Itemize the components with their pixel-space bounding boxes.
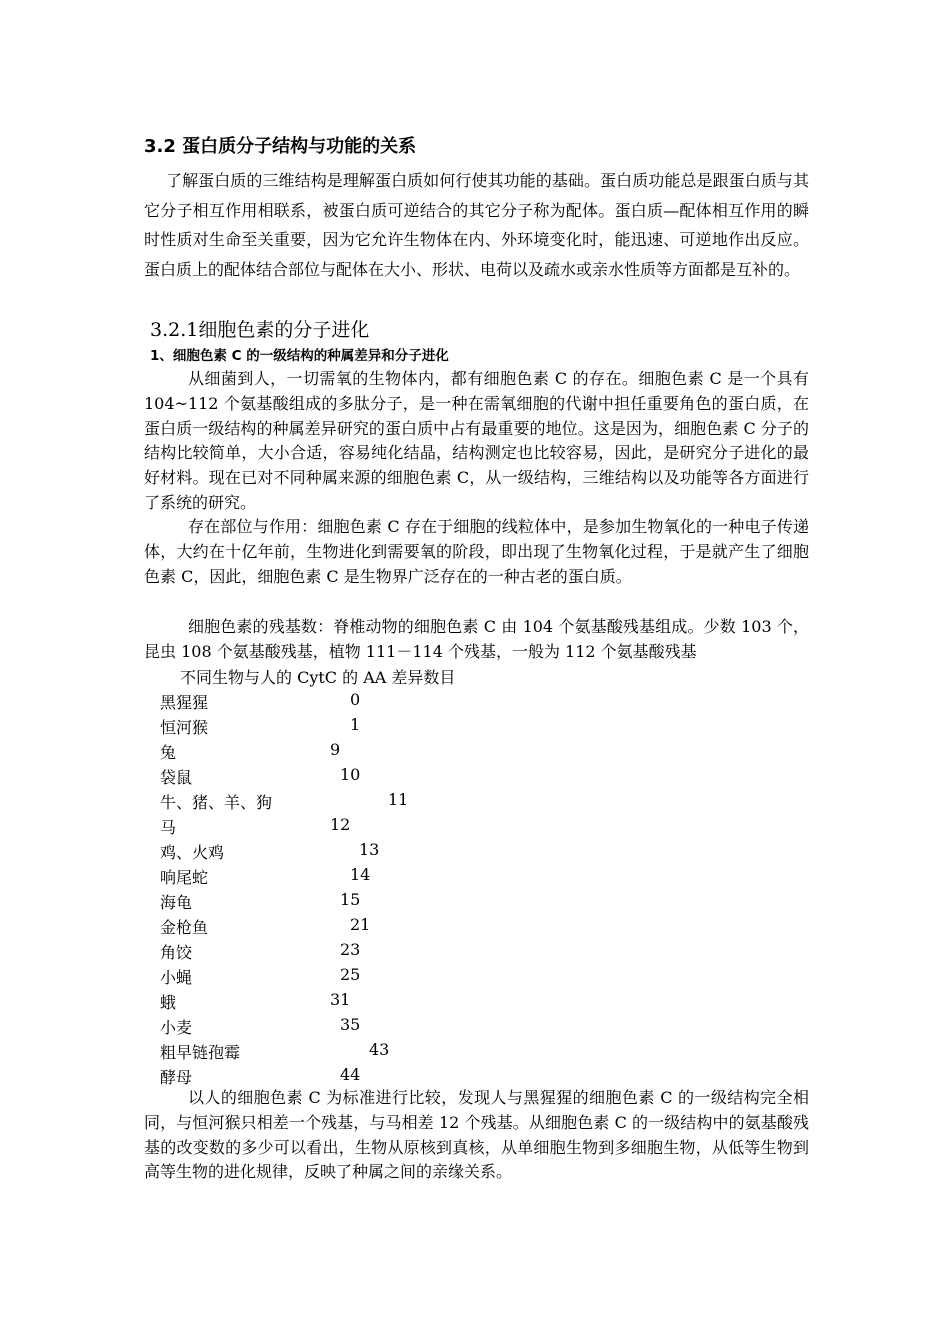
organism-name: 小蝇 xyxy=(160,968,193,987)
difference-value: 9 xyxy=(330,740,341,759)
difference-value: 21 xyxy=(350,915,371,934)
difference-value: 31 xyxy=(330,990,351,1009)
difference-value: 14 xyxy=(350,865,371,884)
organism-name: 海龟 xyxy=(160,893,193,912)
subsection-title: 3.2.1细胞色素的分子进化 xyxy=(150,319,370,341)
difference-value: 43 xyxy=(369,1040,390,1059)
organism-name: 牛、猪、羊、狗 xyxy=(160,793,273,812)
organism-name: 酵母 xyxy=(160,1068,193,1087)
organism-name: 小麦 xyxy=(160,1018,193,1037)
difference-table-title: 不同生物与人的 CytC 的 AA 差异数目 xyxy=(180,668,456,687)
difference-value: 23 xyxy=(340,940,361,959)
organism-name: 兔 xyxy=(160,743,177,762)
difference-value: 25 xyxy=(340,965,361,984)
organism-name: 响尾蛇 xyxy=(160,868,209,887)
difference-value: 35 xyxy=(340,1015,361,1034)
organism-name: 袋鼠 xyxy=(160,768,193,787)
organism-name: 角饺 xyxy=(160,943,193,962)
paragraph-location-function: 存在部位与作用：细胞色素 C 存在于细胞的线粒体中，是参加生物氧化的一种电子传递体，大约在十亿年前，生物进化到需要氧的阶段，即出现了生物氧化过程，于是就产生了细胞色素 C，因此，细胞色素 C 是生物界广泛存在的一种古老的蛋白质。 xyxy=(144,517,809,586)
paragraph-cytc-intro: 从细菌到人，一切需氧的生物体内，都有细胞色素 C 的存在。细胞色素 C 是一个具有 104~112 个氨基酸组成的多肽分子，是一种在需氧细胞的代谢中担任重要角色的蛋白质，在蛋白质一级结构的种属差异研究的蛋白质中占有最重要的地位。这是因为，细胞色素 C 分子的结构比较简单，大小合适，容易纯化结晶，结构测定也比较容易，因此，是研究分子进化的最好材料。现在已对不同种属来源的细胞色素 C，从一级结构，三维结构以及功能等各方面进行了系统的研究。 xyxy=(144,369,809,512)
subsubsection-title: 1、细胞色素 C 的一级结构的种属差异和分子进化 xyxy=(150,348,449,364)
organism-name: 马 xyxy=(160,818,177,837)
organism-name: 鸡、火鸡 xyxy=(160,843,225,862)
organism-name: 蛾 xyxy=(160,993,177,1012)
paragraph-residue-count: 细胞色素的残基数：脊椎动物的细胞色素 C 由 104 个氨基酸残基组成。少数 103 个，昆虫 108 个氨基酸残基，植物 111－114 个残基，一般为 112 个氨基酸残基 xyxy=(144,617,809,661)
difference-value: 44 xyxy=(340,1065,361,1084)
difference-value: 15 xyxy=(340,890,361,909)
difference-value: 0 xyxy=(350,690,361,709)
intro-paragraph: 了解蛋白质的三维结构是理解蛋白质如何行使其功能的基础。蛋白质功能总是跟蛋白质与其它分子相互作用相联系，被蛋白质可逆结合的其它分子称为配体。蛋白质—配体相互作用的瞬时性质对生命至关重要，因为它允许生物体在内、外环境变化时，能迅速、可逆地作出反应。蛋白质上的配体结合部位与配体在大小、形状、电荷以及疏水或亲水性质等方面都是互补的。 xyxy=(144,171,809,279)
organism-name: 粗早链孢霉 xyxy=(160,1043,241,1062)
difference-value: 1 xyxy=(350,715,361,734)
difference-value: 12 xyxy=(330,815,351,834)
organism-name: 黑猩猩 xyxy=(160,693,209,712)
organism-name: 金枪鱼 xyxy=(160,918,209,937)
difference-value: 10 xyxy=(340,765,361,784)
difference-value: 13 xyxy=(359,840,380,859)
section-title: 3.2 蛋白质分子结构与功能的关系 xyxy=(144,136,417,157)
difference-value: 11 xyxy=(388,790,409,809)
organism-name: 恒河猴 xyxy=(160,718,209,737)
paragraph-comparison: 以人的细胞色素 C 为标准进行比较，发现人与黑猩猩的细胞色素 C 的一级结构完全相同，与恒河猴只相差一个残基，与马相差 12 个残基。从细胞色素 C 的一级结构中的氨基酸残基的改变数的多少可以看出，生物从原核到真核，从单细胞生物到多细胞生物，从低等生物到高等生物的进化规律，反映了种属之间的亲缘关系。 xyxy=(144,1088,809,1182)
